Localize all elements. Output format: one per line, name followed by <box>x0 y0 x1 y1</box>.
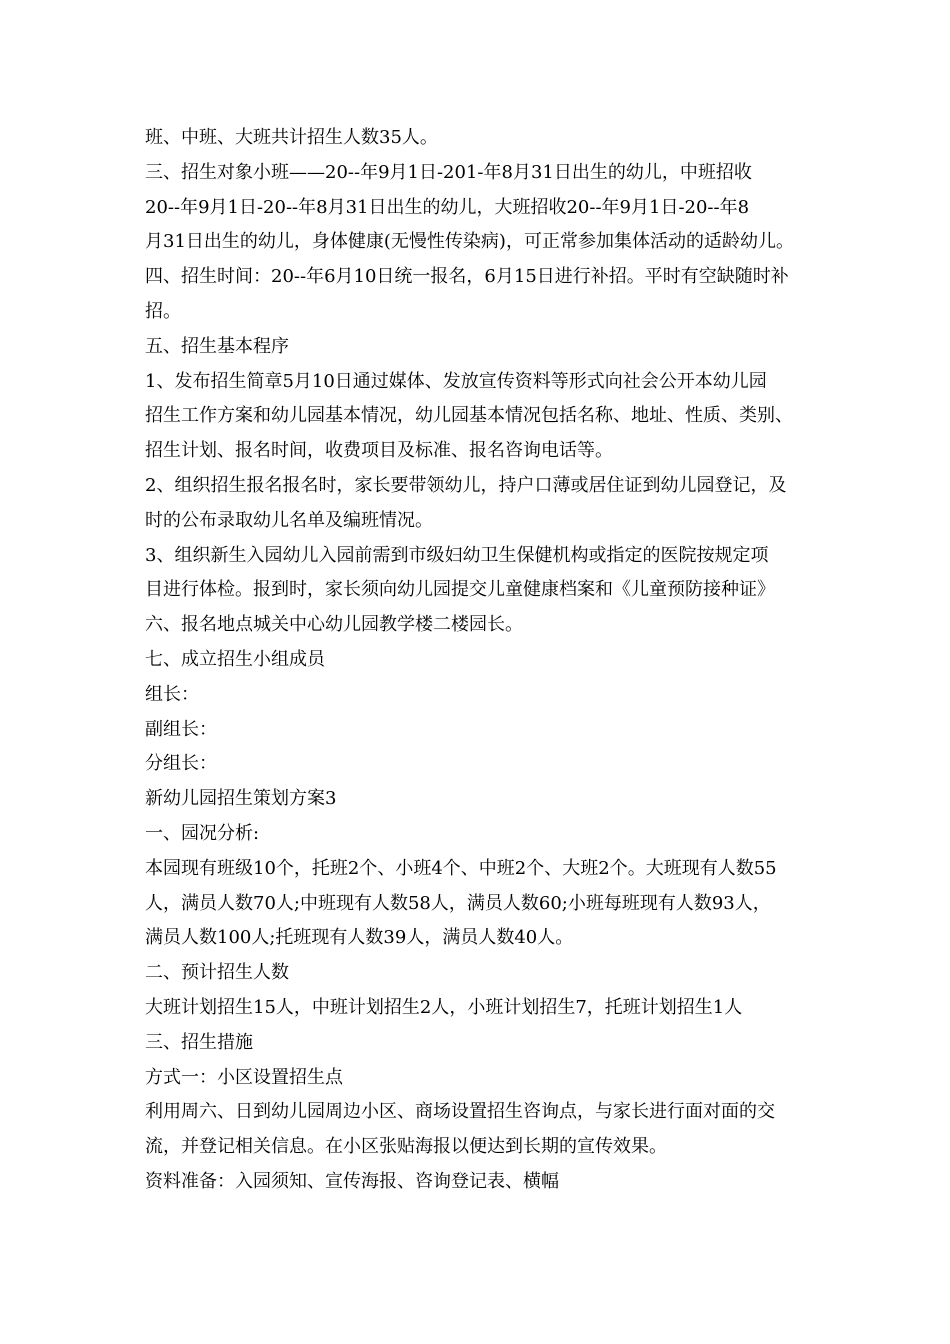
section-heading: 二、预计招生人数 <box>145 962 289 984</box>
text-line: 四、招生时间：20--年6月10日统一报名，6月15日进行补招。平时有空缺随时补 <box>145 266 789 288</box>
text-line: 招。 <box>145 300 181 322</box>
text-line: 满员人数100人;托班现有人数39人，满员人数40人。 <box>145 927 574 949</box>
text-line: 组长： <box>145 683 199 705</box>
text-line: 流，并登记相关信息。在小区张贴海报以便达到长期的宣传效果。 <box>145 1136 667 1158</box>
text-line: 本园现有班级10个，托班2个、小班4个、中班2个、大班2个。大班现有人数55 <box>145 857 777 879</box>
text-line: 1、发布招生简章5月10日通过媒体、发放宣传资料等形式向社会公开本幼儿园 <box>145 370 767 392</box>
text-line: 副组长： <box>145 718 217 740</box>
text-line: 三、招生对象小班——20--年9月1日-201-年8月31日出生的幼儿，中班招收 <box>145 161 752 183</box>
section-heading: 七、成立招生小组成员 <box>145 648 325 670</box>
section-heading: 一、园况分析: <box>145 822 260 844</box>
section-heading: 五、招生基本程序 <box>145 335 289 357</box>
text-line: 六、报名地点城关中心幼儿园教学楼二楼园长。 <box>145 614 523 636</box>
text-line: 资料准备：入园须知、宣传海报、咨询登记表、横幅 <box>145 1170 559 1192</box>
text-line: 2、组织招生报名报名时，家长要带领幼儿，持户口薄或居住证到幼儿园登记，及 <box>145 474 787 496</box>
section-heading: 三、招生措施 <box>145 1031 253 1053</box>
text-line: 人，满员人数70人;中班现有人数58人，满员人数60;小班每班现有人数93人， <box>145 892 771 914</box>
text-line: 招生计划、报名时间，收费项目及标准、报名咨询电话等。 <box>145 440 613 462</box>
text-line: 月31日出生的幼儿，身体健康(无慢性传染病)，可正常参加集体活动的适龄幼儿。 <box>145 231 794 253</box>
text-line: 目进行体检。报到时，家长须向幼儿园提交儿童健康档案和《儿童预防接种证》 <box>145 579 775 601</box>
text-line: 3、组织新生入园幼儿入园前需到市级妇幼卫生保健机构或指定的医院按规定项 <box>145 544 769 566</box>
document-title: 新幼儿园招生策划方案3 <box>145 788 337 810</box>
text-line: 方式一：小区设置招生点 <box>145 1066 343 1088</box>
text-line: 20--年9月1日-20--年8月31日出生的幼儿，大班招收20--年9月1日-20--年8 <box>145 196 750 218</box>
text-line: 大班计划招生15人，中班计划招生2人，小班计划招生7，托班计划招生1人 <box>145 996 743 1018</box>
text-line: 班、中班、大班共计招生人数35人。 <box>145 127 438 148</box>
text-line: 利用周六、日到幼儿园周边小区、商场设置招生咨询点，与家长进行面对面的交 <box>145 1101 775 1123</box>
text-line: 分组长： <box>145 753 217 775</box>
text-line: 招生工作方案和幼儿园基本情况，幼儿园基本情况包括名称、地址、性质、类别、 <box>145 405 793 427</box>
text-line: 时的公布录取幼儿名单及编班情况。 <box>145 509 433 531</box>
document-body <box>145 121 815 1200</box>
